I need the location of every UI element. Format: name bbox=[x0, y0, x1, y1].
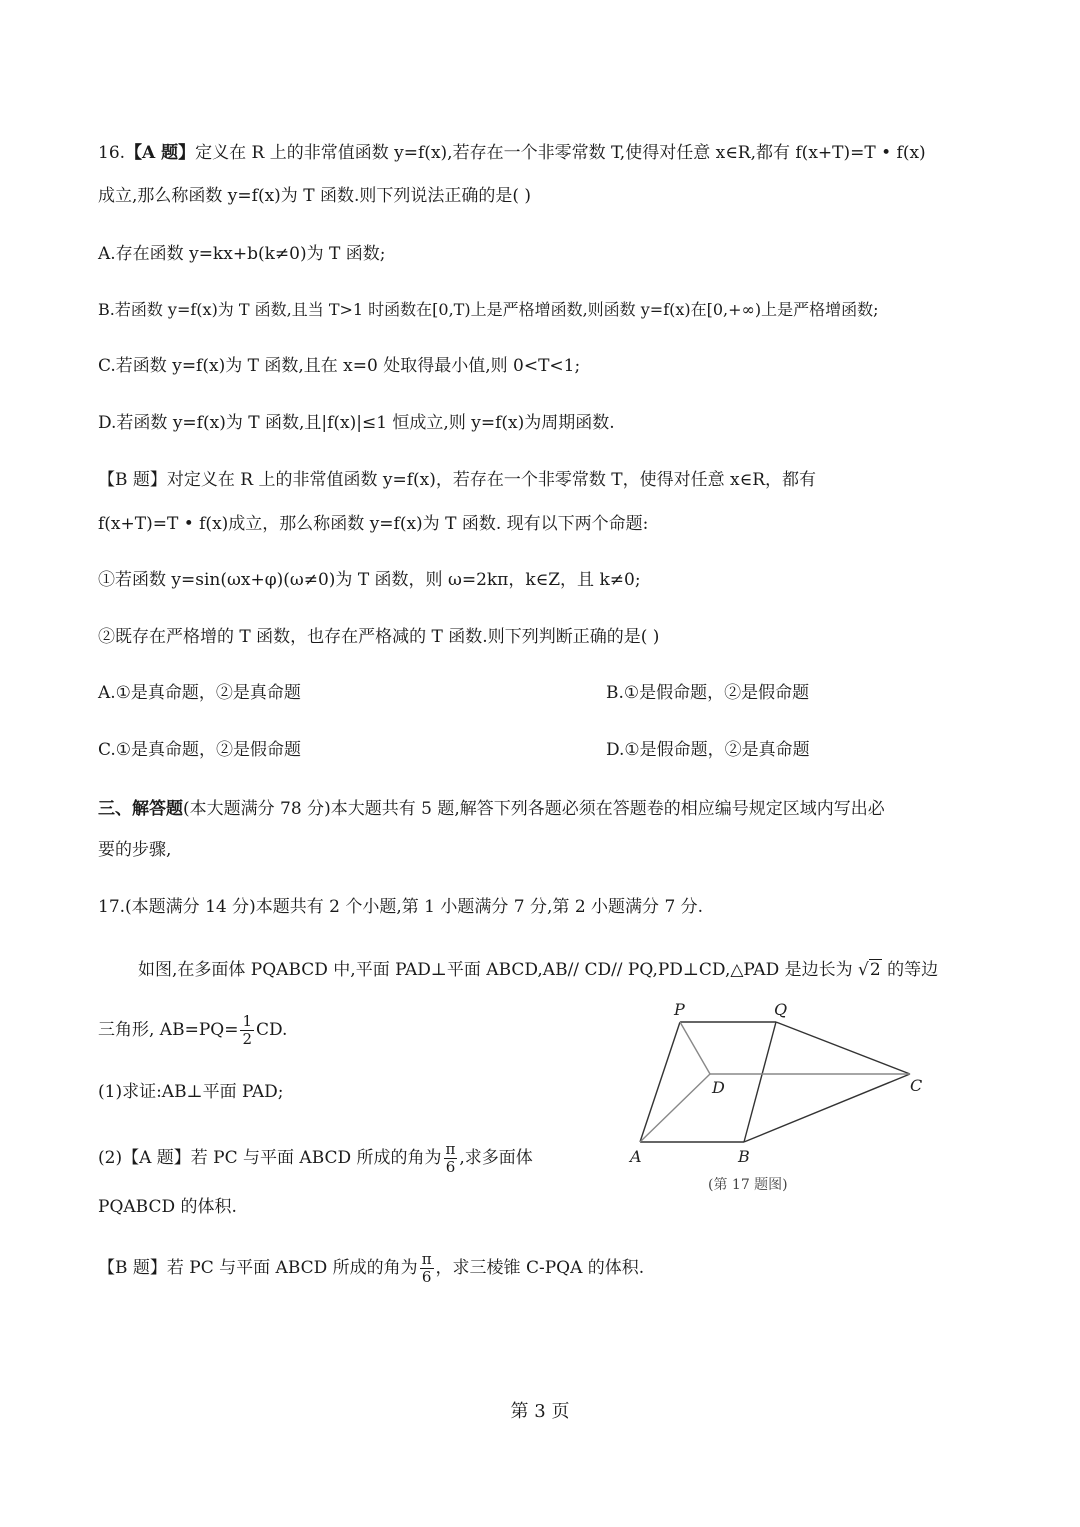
edge-qc bbox=[776, 1022, 910, 1074]
label-c: C bbox=[910, 1076, 923, 1095]
q16b-line1: 【B 题】对定义在 R 上的非常值函数 y=f(x)，若存在一个非零常数 T，使得对任意 x∈R，都有 bbox=[98, 470, 817, 490]
q16-line1: 16.【A 题】定义在 R 上的非常值函数 y=f(x),若存在一个非零常数 T,使得对任意 x∈R,都有 f(x+T)=T • f(x) bbox=[98, 143, 926, 163]
edge-pd bbox=[680, 1022, 710, 1074]
q16-option-b: B.若函数 y=f(x)为 T 函数,且当 T>1 时函数在[0,T)上是严格增函数,则函数 y=f(x)在[0,+∞)上是严格增函数; bbox=[98, 300, 879, 319]
q17-intro-line2: 三角形, AB=PQ= $\frac{1}{2}$ CD. bbox=[98, 1012, 288, 1048]
q16b-prop2: ②既存在严格增的 T 函数，也存在严格减的 T 函数.则下列判断正确的是( ) bbox=[98, 627, 660, 647]
q17-header: 17.(本题满分 14 分)本题共有 2 个小题,第 1 小题满分 7 分,第 2 小题满分 7 分. bbox=[98, 897, 704, 917]
fraction-pi-over-6: $\frac{\pi}{6}$ bbox=[445, 1140, 456, 1176]
q16-line2: 成立,那么称函数 y=f(x)为 T 函数.则下列说法正确的是( ) bbox=[98, 186, 532, 206]
section3-line2: 要的步骤, bbox=[98, 840, 172, 860]
q16b-options-row1 bbox=[98, 681, 810, 705]
q16b-option-c: C.①是真命题，②是假命题 bbox=[98, 740, 302, 760]
section3-line1: 三、解答题(本大题满分 78 分)本大题共有 5 题,解答下列各题必须在答题卷的相应编号规定区域内写出必 bbox=[98, 799, 885, 819]
q16b-option-a: A.①是真命题，②是真命题 bbox=[98, 683, 301, 703]
label-d: D bbox=[712, 1078, 725, 1097]
q17-intro-line1: 如图,在多面体 PQABCD 中,平面 PAD⊥平面 ABCD,AB// CD// PQ,PD⊥CD,△PAD 是边长为 √2 的等边 bbox=[138, 960, 939, 980]
q17-part2b: 【B 题】若 PC 与平面 ABCD 所成的角为 $\frac{\pi}{6}$ ，求三棱锥 C-PQA 的体积. bbox=[98, 1250, 645, 1286]
edge-qb bbox=[744, 1022, 776, 1142]
q16b-option-b: B.①是假命题，②是假命题 bbox=[606, 683, 810, 703]
fraction-one-half: $\frac{1}{2}$ bbox=[242, 1012, 252, 1048]
q17-part2a-line2: PQABCD 的体积. bbox=[98, 1197, 237, 1217]
edge-bc bbox=[744, 1074, 910, 1142]
q16-option-c: C.若函数 y=f(x)为 T 函数,且在 x=0 处取得最小值,则 0<T<1; bbox=[98, 356, 581, 376]
label-q: Q bbox=[774, 1000, 788, 1019]
edge-pa bbox=[640, 1022, 680, 1142]
page-number: 第 3 页 bbox=[510, 1401, 570, 1422]
q16-option-d: D.若函数 y=f(x)为 T 函数,且|f(x)|≤1 恒成立,则 y=f(x)为周期函数. bbox=[98, 413, 615, 433]
q16-option-a: A.存在函数 y=kx+b(k≠0)为 T 函数; bbox=[98, 244, 386, 264]
polyhedron-figure bbox=[610, 995, 930, 1200]
section3-title: 三、解答题 bbox=[98, 799, 183, 819]
edge-ad bbox=[640, 1074, 710, 1142]
sqrt-2: √2 bbox=[858, 960, 881, 980]
q16b-prop1: ①若函数 y=sin(ωx+φ)(ω≠0)为 T 函数，则 ω=2kπ，k∈Z，且 k≠0; bbox=[98, 570, 641, 590]
q16b-line2: f(x+T)=T • f(x)成立，那么称函数 y=f(x)为 T 函数. 现有以下两个命题: bbox=[98, 514, 649, 534]
q17-part2a: (2)【A 题】若 PC 与平面 ABCD 所成的角为 $\frac{\pi}{6}$ ,求多面体 bbox=[98, 1140, 533, 1176]
q16b-option-d: D.①是假命题，②是真命题 bbox=[606, 740, 810, 760]
fraction-pi-over-6-b: $\frac{\pi}{6}$ bbox=[421, 1250, 432, 1286]
q17-part1: (1)求证:AB⊥平面 PAD; bbox=[98, 1082, 284, 1102]
label-a: A bbox=[630, 1147, 642, 1166]
q16b-options-row2 bbox=[98, 738, 810, 762]
label-p: P bbox=[674, 1000, 685, 1019]
figure-caption: (第 17 题图) bbox=[708, 1177, 788, 1193]
label-b: B bbox=[738, 1147, 750, 1166]
